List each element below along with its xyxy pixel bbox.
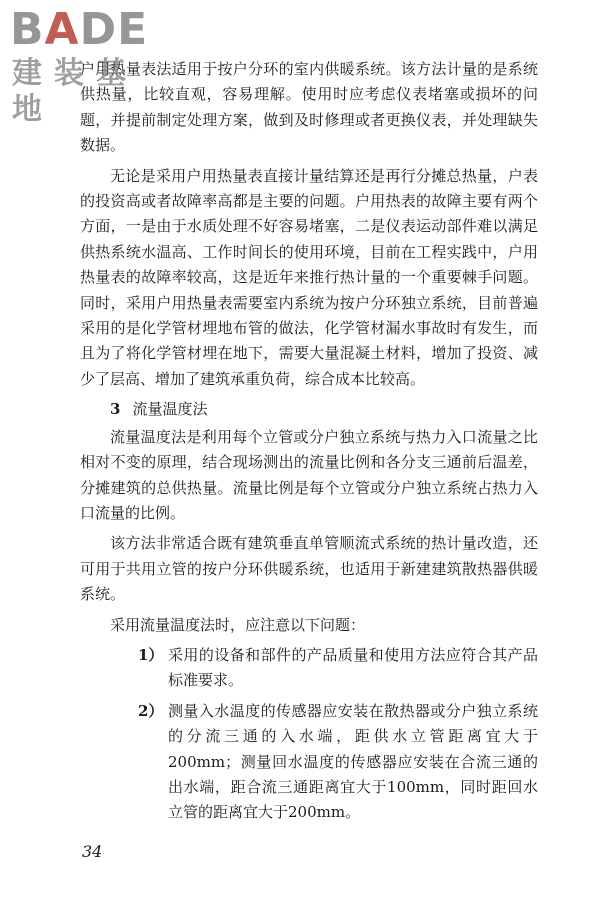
list-marker: 2）: [138, 701, 164, 720]
list-item-text: 测量入水温度的传感器应安装在散热器或分户独立系统的分流三通的入水端，距供水立管距离宜大于200mm；测量回水温度的传感器应安装在合流三通的出水端，距合流三通距离宜大于100mm，同时距回水立管的距离宜大于200mm。: [168, 701, 538, 822]
section-title: 流量温度法: [132, 400, 208, 419]
body-paragraph: 户用热量表法适用于按户分环的室内供暖系统。该方法计量的是系统供热量，比较直观，容易理解。使用时应考虑仪表堵塞或损坏的问题，并提前制定处理方案，做到及时修理或者更换仪表，并处理缺失数据。: [80, 60, 538, 155]
list-item-text: 采用的设备和部件的产品质量和使用方法应符合其产品标准要求。: [168, 645, 538, 690]
watermark-logo-text: BADE: [10, 4, 149, 55]
bade-watermark-logo: [8, 4, 178, 127]
list-item: [138, 699, 538, 826]
watermark-subtitle: 建装基地: [12, 56, 138, 127]
body-paragraph: 该方法非常适合既有建筑垂直单管顺流式系统的热计量改造，还可用于共用立管的按户分环供暖系统，也适用于新建建筑散热器供暖系统。: [80, 534, 538, 604]
body-paragraph: 无论是采用户用热量表直接计量结算还是再行分摊总热量，户表的投资高或者故障率高都是主要的问题。户用热表的故障主要有两个方面，一是由于水质处理不好容易堵塞，二是仪表运动部件难以满足供热系统水温高、工作时间长的使用环境，目前在工程实践中，户用热量表的故障率较高，这是近年来推行热计量的一个重要棘手问题。同时，采用户用热量表需要室内系统为按户分环独立系统，目前普遍采用的是化学管材埋地布管的做法，化学管材漏水事故时有发生，而且为了将化学管材埋在地下，需要大量混凝土材料，增加了投资、减少了层高、增加了建筑承重负荷，综合成本比较高。: [80, 166, 538, 388]
section-number: 3: [110, 400, 121, 419]
document-body: [80, 57, 538, 831]
section-heading: [80, 397, 538, 422]
body-paragraph: 流量温度法是利用每个立管或分户独立系统与热力入口流量之比相对不变的原理，结合现场测出的流量比例和各分支三通前后温差，分摊建筑的总供热量。流量比例是每个立管或分户独立系统占热力入口流量的比例。: [80, 427, 538, 522]
list-marker: 1）: [138, 645, 164, 664]
page-number: 34: [82, 842, 103, 861]
list-item: [138, 643, 538, 694]
body-paragraph: 采用流量温度法时，应注意以下问题：: [110, 615, 366, 634]
